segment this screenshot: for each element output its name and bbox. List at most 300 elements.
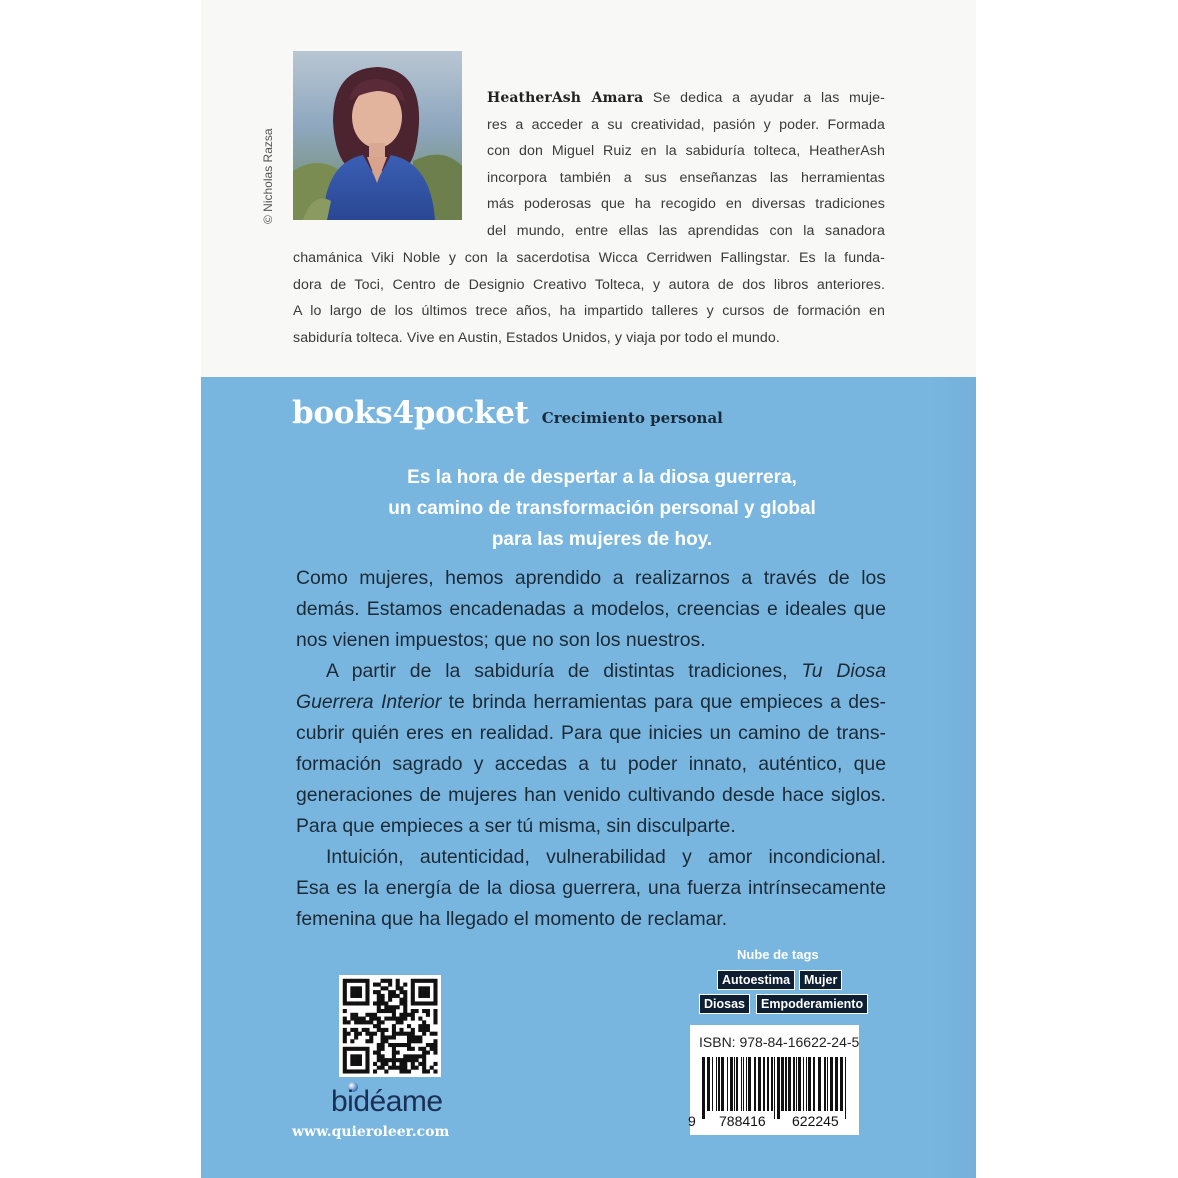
blurb-line: demás. Estamos encadenadas a modelos, creencias e ideales que	[296, 598, 886, 620]
qr-module	[381, 1039, 385, 1043]
qr-module	[392, 1058, 396, 1062]
qr-module	[343, 1047, 347, 1051]
barcode-bar	[818, 1057, 821, 1111]
qr-module	[384, 1039, 388, 1043]
barcode-bar	[767, 1057, 769, 1111]
qr-module	[411, 1017, 415, 1021]
qr-module	[381, 979, 385, 983]
qr-module	[365, 1069, 369, 1073]
qr-module	[411, 1013, 415, 1017]
barcode-bar	[774, 1057, 775, 1119]
qr-module	[373, 1051, 377, 1055]
qr-module	[343, 1020, 347, 1024]
blurb-line: Guerrera Interior te brinda herramientas para que empieces a des-	[296, 691, 886, 713]
tagline	[297, 462, 907, 555]
qr-module	[377, 983, 381, 987]
barcode-bar	[707, 1057, 710, 1111]
qr-module	[343, 1054, 347, 1058]
qr-module	[365, 1051, 369, 1055]
tag-cloud-title: Nube de tags	[737, 947, 819, 962]
blurb-line: generaciones de mujeres han venido cultivando desde hace siglos.	[296, 784, 886, 806]
qr-module	[392, 1028, 396, 1032]
qr-module	[422, 1024, 426, 1028]
qr-module	[365, 1062, 369, 1066]
qr-module	[411, 1032, 415, 1036]
qr-module	[384, 979, 388, 983]
qr-module	[403, 1013, 407, 1017]
qr-module	[373, 1017, 377, 1021]
qr-module	[365, 1039, 369, 1043]
barcode-bar	[771, 1057, 773, 1111]
qr-module	[411, 1039, 415, 1043]
qr-module	[381, 1062, 385, 1066]
qr-module	[384, 986, 388, 990]
qr-module	[365, 986, 369, 990]
qr-module	[365, 1020, 369, 1024]
qr-module	[418, 1039, 422, 1043]
qr-module	[384, 1005, 388, 1009]
qr-module	[433, 1069, 437, 1073]
qr-module	[433, 1020, 437, 1024]
qr-module	[365, 1013, 369, 1017]
qr-module	[354, 979, 358, 983]
blurb-line: Para que empieces a ser tú misma, sin disculparte.	[296, 815, 736, 837]
qr-module	[381, 1020, 385, 1024]
qr-module	[369, 1035, 373, 1039]
qr-module	[354, 1035, 358, 1039]
author-bio-bottom	[293, 245, 885, 351]
qr-module	[343, 1069, 347, 1073]
qr-module	[426, 1013, 430, 1017]
qr-module	[426, 1024, 430, 1028]
qr-module	[384, 1017, 388, 1021]
qr-module	[392, 1005, 396, 1009]
qr-module	[433, 983, 437, 987]
qr-module	[411, 998, 415, 1002]
qr-module	[365, 983, 369, 987]
bio-line: incorpora también a sus enseñanzas las herramientas	[487, 169, 885, 186]
qr-module	[403, 1009, 407, 1013]
qr-module	[422, 994, 426, 998]
qr-module	[399, 1062, 403, 1066]
qr-module	[430, 979, 434, 983]
blurb-line: femenina que ha llegado el momento de reclamar.	[296, 908, 728, 930]
qr-module	[411, 1066, 415, 1070]
qr-module	[388, 1017, 392, 1021]
qr-module	[418, 1024, 422, 1028]
barcode-bar	[835, 1057, 838, 1111]
qr-module	[381, 1058, 385, 1062]
barcode-bar	[824, 1057, 826, 1111]
qr-module	[354, 994, 358, 998]
tag-diosas: Diosas	[699, 994, 750, 1014]
qr-module	[369, 1013, 373, 1017]
barcode-bar	[721, 1057, 724, 1111]
qr-module	[392, 1024, 396, 1028]
blurb-line: nos vienen impuestos; que no son los nuestros.	[296, 629, 706, 651]
qr-module	[381, 1035, 385, 1039]
qr-module	[358, 994, 362, 998]
qr-module	[343, 990, 347, 994]
qr-module	[373, 1062, 377, 1066]
qr-module	[422, 986, 426, 990]
qr-module	[403, 1005, 407, 1009]
qr-module	[411, 1062, 415, 1066]
qr-module	[433, 1062, 437, 1066]
qr-module	[358, 1020, 362, 1024]
qr-module	[411, 1058, 415, 1062]
qr-module	[365, 1001, 369, 1005]
qr-module	[377, 1001, 381, 1005]
qr-module	[354, 1069, 358, 1073]
qr-module	[381, 994, 385, 998]
qr-module	[433, 1032, 437, 1036]
qr-module	[433, 1043, 437, 1047]
barcode-bar	[827, 1057, 828, 1111]
qr-module	[347, 1032, 351, 1036]
qr-module	[354, 1047, 358, 1051]
qr-module	[354, 1054, 358, 1058]
tag-autoestima: Autoestima	[717, 970, 795, 990]
qr-module	[392, 1066, 396, 1070]
qr-module	[411, 994, 415, 998]
barcode-bar	[845, 1057, 846, 1119]
qr-module	[373, 1013, 377, 1017]
bio-line: chamánica Viki Noble y con la sacerdotisa Wicca Cerridwen Fallingstar. Es la funda-	[293, 250, 885, 266]
qr-module	[433, 998, 437, 1002]
qr-module	[384, 1035, 388, 1039]
qr-module	[354, 1020, 358, 1024]
qr-module	[362, 1017, 366, 1021]
tagline-line: un camino de transformación personal y global	[388, 498, 816, 519]
blurb-line: formación sagrado y accedas a tu poder innato, auténtico, que	[296, 753, 886, 775]
qr-module	[396, 1058, 400, 1062]
tag-empoderamiento: Empoderamiento	[756, 994, 868, 1014]
qr-module	[433, 1001, 437, 1005]
qr-module	[407, 1024, 411, 1028]
qr-module	[392, 1054, 396, 1058]
qr-module	[415, 1066, 419, 1070]
qr-module	[388, 990, 392, 994]
qr-module	[426, 1028, 430, 1032]
qr-module	[433, 979, 437, 983]
qr-module	[377, 998, 381, 1002]
bio-line: más poderosas que ha recogido en diversas tradiciones	[487, 196, 885, 213]
qr-module	[403, 1066, 407, 1070]
qr-module	[350, 979, 354, 983]
qr-module	[407, 1039, 411, 1043]
qr-module	[422, 1069, 426, 1073]
qr-module	[354, 1001, 358, 1005]
qr-module	[384, 1069, 388, 1073]
barcode	[690, 1025, 859, 1135]
qr-module	[388, 998, 392, 1002]
qr-module	[343, 983, 347, 987]
qr-module	[388, 1009, 392, 1013]
barcode-bar	[785, 1057, 787, 1111]
tagline-line: para las mujeres de hoy.	[491, 529, 713, 550]
qr-module	[422, 990, 426, 994]
qr-module	[418, 994, 422, 998]
qr-module	[418, 979, 422, 983]
qr-module	[430, 1001, 434, 1005]
barcode-bar	[781, 1057, 784, 1111]
qr-module	[373, 983, 377, 987]
qr-module	[347, 1069, 351, 1073]
qr-module	[350, 1062, 354, 1066]
qr-module	[354, 1028, 358, 1032]
barcode-bar	[830, 1057, 833, 1111]
publisher-website: www.quieroleer.com	[292, 1124, 450, 1140]
qr-module	[377, 1005, 381, 1009]
bio-line: A lo largo de los últimos trece años, ha impartido talleres y cursos de formación en	[293, 303, 885, 320]
qr-module	[407, 1013, 411, 1017]
qr-module	[430, 1043, 434, 1047]
qr-module	[426, 1051, 430, 1055]
qr-module	[362, 1047, 366, 1051]
qr-module	[411, 983, 415, 987]
qr-module	[399, 1032, 403, 1036]
qr-module	[415, 1035, 419, 1039]
qr-module	[365, 998, 369, 1002]
qr-module	[399, 1058, 403, 1062]
qr-module	[384, 1001, 388, 1005]
qr-module	[415, 1039, 419, 1043]
barcode-bar	[746, 1057, 747, 1111]
qr-module	[433, 994, 437, 998]
qr-module	[354, 990, 358, 994]
bio-line: res a acceder a su creatividad, pasión y poder. Formada	[487, 116, 885, 133]
qr-module	[392, 1035, 396, 1039]
qr-module	[418, 1062, 422, 1066]
qr-module	[392, 1017, 396, 1021]
qr-module	[403, 1001, 407, 1005]
barcode-digit-group: 622245	[792, 1113, 839, 1129]
qr-module	[426, 986, 430, 990]
qr-module	[354, 1058, 358, 1062]
isbn-label: ISBN: 978-84-16622-24-5	[699, 1034, 860, 1050]
qr-module	[411, 1028, 415, 1032]
qr-module	[392, 1043, 396, 1047]
qr-module	[377, 1054, 381, 1058]
qr-module	[350, 990, 354, 994]
qr-module	[350, 1028, 354, 1032]
qr-module	[362, 1028, 366, 1032]
barcode-bar	[754, 1057, 756, 1111]
qr-module	[418, 1035, 422, 1039]
qr-module	[411, 1001, 415, 1005]
qr-module	[358, 979, 362, 983]
qr-module	[396, 1005, 400, 1009]
blurb-line: cubrir quién eres en realidad. Para que inicies un camino de trans-	[296, 722, 886, 744]
qr-module	[396, 1051, 400, 1055]
barcode-bar	[788, 1057, 791, 1111]
qr-module	[362, 979, 366, 983]
qr-module	[422, 1001, 426, 1005]
qr-module	[350, 1054, 354, 1058]
qr-module	[354, 986, 358, 990]
qr-code-image	[339, 975, 441, 1077]
qr-module	[350, 1013, 354, 1017]
qr-module	[358, 1058, 362, 1062]
qr-module	[426, 1009, 430, 1013]
qr-module	[415, 1009, 419, 1013]
barcode-bar	[813, 1057, 815, 1111]
qr-module	[392, 1013, 396, 1017]
barcode-bar	[798, 1057, 801, 1111]
author-photo-image	[293, 51, 462, 220]
barcode-bar	[803, 1057, 804, 1111]
qr-module	[358, 1054, 362, 1058]
blurb-line: A partir de la sabiduría de distintas tradiciones, Tu Diosa	[326, 660, 887, 682]
qr-module	[403, 1043, 407, 1047]
bio-line: con don Miguel Ruiz en la sabiduría tolteca, HeatherAsh	[487, 143, 885, 160]
qr-module	[362, 1069, 366, 1073]
qr-module	[377, 1066, 381, 1070]
qr-module	[399, 998, 403, 1002]
qr-module	[343, 979, 347, 983]
qr-module	[365, 1058, 369, 1062]
qr-module	[399, 1066, 403, 1070]
barcode-digit-lead: 9	[688, 1113, 696, 1129]
qr-module	[365, 979, 369, 983]
qr-module	[381, 1028, 385, 1032]
qr-module	[396, 1032, 400, 1036]
blurb-line: Como mujeres, hemos aprendido a realizarnos a través de los	[296, 567, 886, 589]
qr-module	[343, 986, 347, 990]
barcode-bar	[702, 1057, 705, 1119]
qr-module	[422, 1066, 426, 1070]
barcode-bar	[727, 1057, 728, 1111]
qr-module	[426, 1001, 430, 1005]
qr-module	[384, 1028, 388, 1032]
qr-module	[350, 1069, 354, 1073]
qr-module	[343, 1062, 347, 1066]
qr-module	[407, 1035, 411, 1039]
qr-module	[433, 1009, 437, 1013]
qr-module	[418, 1001, 422, 1005]
qr-module	[377, 1017, 381, 1021]
qr-module	[399, 1020, 403, 1024]
qr-module	[377, 1047, 381, 1051]
qr-module	[426, 979, 430, 983]
qr-module	[358, 986, 362, 990]
tagline-line: Es la hora de despertar a la diosa guerrera,	[407, 467, 797, 488]
series-brand: books4pocket	[292, 395, 529, 431]
blurb	[296, 563, 886, 935]
qr-module	[403, 983, 407, 987]
qr-module	[365, 1066, 369, 1070]
qr-module	[399, 990, 403, 994]
qr-module	[388, 983, 392, 987]
qr-module	[350, 1058, 354, 1062]
qr-module	[433, 1051, 437, 1055]
qr-module	[403, 1069, 407, 1073]
qr-module	[381, 986, 385, 990]
qr-module	[388, 1066, 392, 1070]
qr-module	[399, 1028, 403, 1032]
qr-module	[381, 1047, 385, 1051]
qr-module	[388, 979, 392, 983]
barcode-bar	[718, 1057, 720, 1111]
qr-module	[433, 1017, 437, 1021]
qr-module	[430, 1032, 434, 1036]
qr-module	[415, 979, 419, 983]
qr-module	[399, 1069, 403, 1073]
qr-module	[411, 990, 415, 994]
qr-module	[426, 1069, 430, 1073]
barcode-bar	[736, 1057, 738, 1111]
qr-module	[392, 1062, 396, 1066]
qr-module	[418, 990, 422, 994]
barcode-bar	[741, 1057, 742, 1111]
qr-module	[343, 1035, 347, 1039]
qr-module	[422, 1058, 426, 1062]
qr-module	[365, 1054, 369, 1058]
qr-module	[373, 1069, 377, 1073]
qr-module	[350, 1017, 354, 1021]
qr-module	[343, 1051, 347, 1055]
qr-module	[365, 1028, 369, 1032]
qr-module	[403, 1062, 407, 1066]
qr-module	[396, 1043, 400, 1047]
book-title: Tu Diosa	[801, 660, 887, 682]
qr-module	[377, 1028, 381, 1032]
qr-module	[415, 1058, 419, 1062]
qr-module	[347, 1020, 351, 1024]
qr-module	[411, 986, 415, 990]
qr-module	[377, 1051, 381, 1055]
series-category: Crecimiento personal	[541, 409, 723, 427]
qr-module	[403, 1032, 407, 1036]
author-photo	[293, 51, 462, 220]
qr-module	[362, 1020, 366, 1024]
qr-module	[422, 1062, 426, 1066]
qr-module	[384, 1009, 388, 1013]
qr-module	[384, 1062, 388, 1066]
series-header	[292, 395, 723, 431]
qr-module	[343, 1001, 347, 1005]
qr-module	[433, 986, 437, 990]
qr-module	[377, 990, 381, 994]
qr-module	[381, 1066, 385, 1070]
qr-module	[350, 986, 354, 990]
qr-module	[396, 983, 400, 987]
qr-module	[354, 1017, 358, 1021]
qr-module	[399, 1017, 403, 1021]
qr-module	[343, 1032, 347, 1036]
qr-module	[407, 1032, 411, 1036]
barcode-bar	[716, 1057, 717, 1111]
qr-module	[365, 1047, 369, 1051]
qr-module	[388, 994, 392, 998]
bio-line: del mundo, entre ellas las aprendidas con la sanadora	[487, 222, 885, 239]
qr-module	[388, 1005, 392, 1009]
qr-module	[392, 1051, 396, 1055]
qr-module	[399, 986, 403, 990]
qr-module	[369, 1017, 373, 1021]
qr-module	[365, 1032, 369, 1036]
qr-module	[422, 1051, 426, 1055]
qr-module	[433, 1047, 437, 1051]
qr-module	[422, 979, 426, 983]
qr-module	[422, 1020, 426, 1024]
qr-module	[418, 1028, 422, 1032]
qr-module	[373, 1001, 377, 1005]
qr-module	[381, 1032, 385, 1036]
qr-module	[358, 1069, 362, 1073]
qr-module	[415, 1054, 419, 1058]
